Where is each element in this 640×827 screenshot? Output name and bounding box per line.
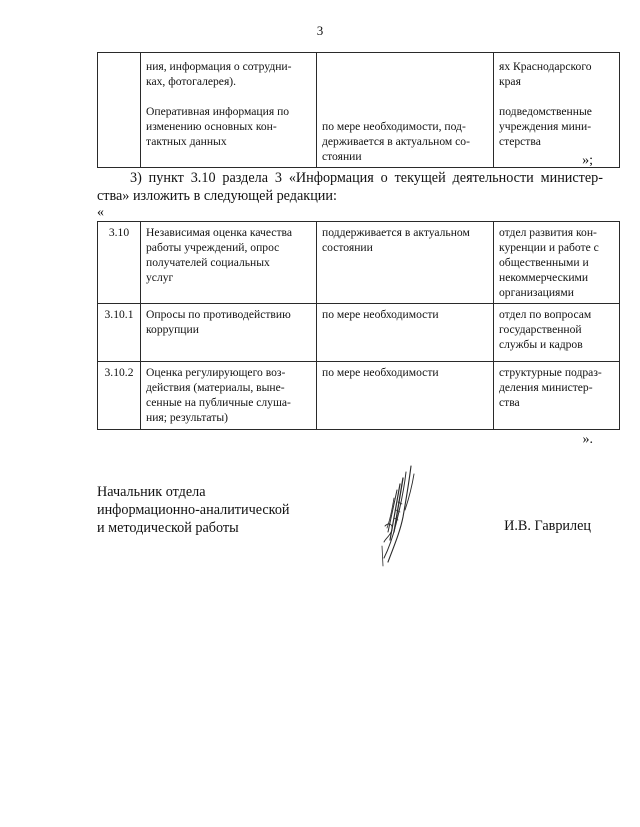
instruction-line: 3) пункт 3.10 раздела 3 «Информация о текущей деятельности министер- — [130, 170, 603, 186]
responsible-cell: отдел по вопросам государственной службы и кадров — [494, 304, 620, 362]
row-number-cell: 3.10.1 — [98, 304, 141, 362]
amendment-instruction — [97, 169, 603, 205]
handwritten-signature — [376, 462, 426, 574]
info-name-cell: Независимая оценка качества работы учреждений, опрос получателей социальных услуг — [141, 222, 317, 304]
info-name-cell: ния, информация о сотрудни- ках, фотогалерея). Оперативная информация по изменению основных кон- тактных данных — [141, 53, 317, 168]
signer-position — [97, 483, 290, 537]
update-term-cell: по мере необходимости — [317, 362, 494, 430]
responsible-cell: ях Краснодарского края подведомственные учреждения мини- стерства — [494, 53, 620, 168]
table-row — [98, 362, 620, 430]
responsible-cell: отдел развития кон- куренции и работе с общественными и некоммерческими организациями — [494, 222, 620, 304]
instruction-line: ства» изложить в следующей редакции: — [97, 188, 337, 204]
signer-position-line: Начальник отдела — [97, 484, 206, 500]
responsible-cell: структурные подраз- деления министер- ства — [494, 362, 620, 430]
table-row — [98, 222, 620, 304]
row-number-cell: 3.10 — [98, 222, 141, 304]
row-number-cell — [98, 53, 141, 168]
signer-name: И.В. Гаврилец — [504, 518, 591, 534]
table-row — [98, 304, 620, 362]
continued-info-table — [97, 52, 620, 168]
current-activity-table — [97, 221, 620, 430]
update-term-cell: по мере необходимости — [317, 304, 494, 362]
opening-quote: « — [97, 205, 104, 220]
info-name-cell: Оценка регулирующего воз- действия (материалы, выне- сенные на публичные слуша- ния; результаты) — [141, 362, 317, 430]
signer-position-line: информационно-аналитической — [97, 502, 290, 518]
closing-quote: »; — [582, 153, 593, 168]
signer-position-line: и методической работы — [97, 520, 239, 536]
update-term-cell: по мере необходимости, под- держивается в актуальном со- стоянии — [317, 53, 494, 168]
table-row — [98, 53, 620, 168]
info-name-cell: Опросы по противодействию коррупции — [141, 304, 317, 362]
page-number: 3 — [316, 23, 324, 38]
row-number-cell: 3.10.2 — [98, 362, 141, 430]
closing-quote: ». — [582, 432, 593, 447]
update-term-cell: поддерживается в актуальном состоянии — [317, 222, 494, 304]
